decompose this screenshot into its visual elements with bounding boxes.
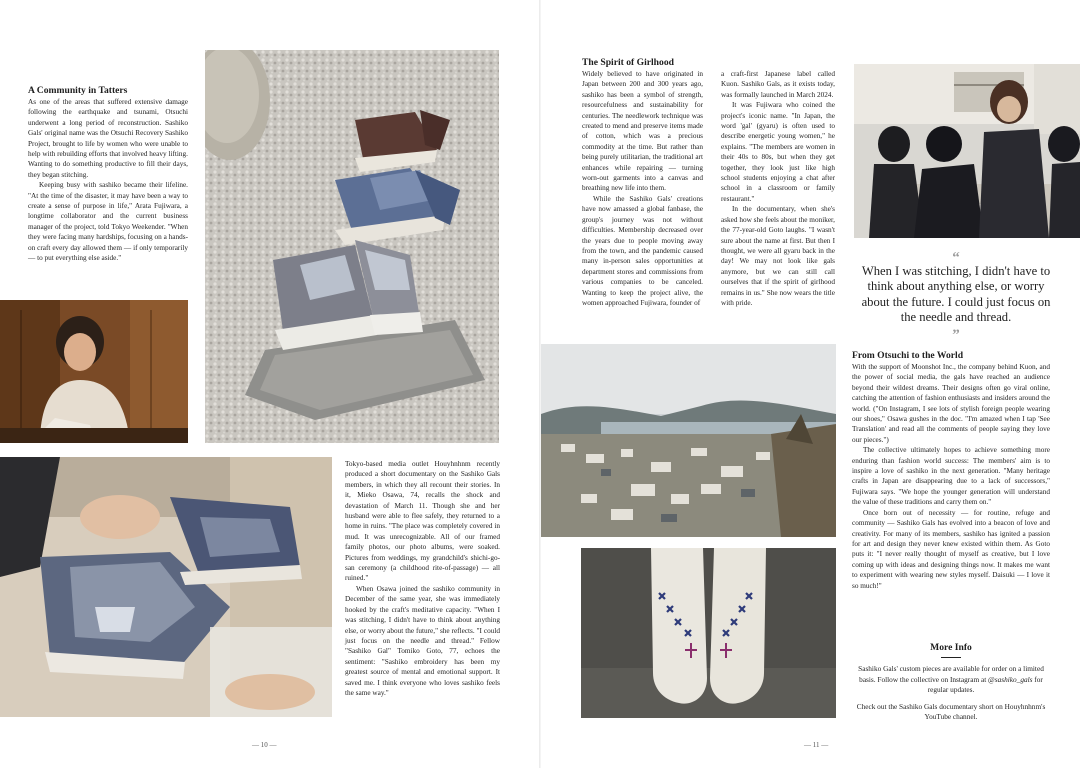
section-documentary <box>345 459 500 698</box>
more-info-follow <box>852 664 1050 696</box>
otsuchi-paragraph: With the support of Moonshot Inc., the company behind Kuon, and the power of social media, the gals have reached an audience beyond their wildest dreams. Their designs often go viral online, catching the attention of fashion enthusiasts and insiders around the world. ("On Instagram, I see lots of stylish foreign people wearing our shoes," Osawa gushes in the doc. "I'm amazed when I tap 'See Translation' and read all the comments of people saying they love our pieces.") <box>852 363 1050 444</box>
otsuchi-heading: From Otsuchi to the World <box>852 350 964 361</box>
stitching-hands-photo <box>0 457 332 717</box>
more-info-divider <box>941 657 961 658</box>
woman-portrait-photo <box>0 300 188 443</box>
open-quote-mark: “ <box>952 250 960 266</box>
otsuchi-town-photo <box>541 344 836 537</box>
section-community <box>28 85 188 264</box>
community-heading: A Community in Tatters <box>28 85 128 96</box>
girlhood-heading: The Spirit of Girlhood <box>582 57 674 68</box>
more-info-line1: Sashiko Gals' custom pieces are available for order on a limited basis. Follow the collective on Instagram at @ <box>858 664 1044 684</box>
girlhood-paragraph: In the documentary, when she's asked how she feels about the moniker, the 77-year-old Goto laughs. "I wasn't sure about the name at first. But then I thought, we were all gyaru back in the day! We may not look like gals anymore, but we can still call ourselves that if the spirit of girlhood remains in us." She now wears the title with pride. <box>721 205 835 307</box>
girlhood-body-col1 <box>582 69 703 308</box>
community-body <box>28 97 188 264</box>
right-page-number: — 11 — <box>804 741 829 749</box>
girlhood-body-col2 <box>721 69 835 308</box>
sneakers-on-stones-photo <box>205 50 499 443</box>
otsuchi-paragraph: Once born out of necessity — for routine, refuge and community — Sashiko Gals has evolved into a beacon of love and creativity. For many of its members, sashiko has ignited a passion for art and design they never knew existed within them. As Goto puts it: "I never really thought of myself as creative, but I love coming up with ideas and designing things now. It makes me want to experiment with wearing new styles myself. Daisuki — I love it so much!" <box>852 508 1050 590</box>
section-girlhood-col1 <box>582 57 703 308</box>
more-info-documentary: Check out the Sashiko Gals documentary short on Houyhnhnm's YouTube channel. <box>856 701 1046 722</box>
community-paragraph: Keeping busy with sashiko became their lifeline. "At the time of the disaster, it may have been a way to create a sense of purpose in life," Arata Fujiwara, a longtime collaborator and the current business manager of the project, told Tokyo Weekender. "When they were facing many hardships, focusing on a hands-on craft every day allowed them — if only temporarily — to put everything else aside." <box>28 181 188 263</box>
section-otsuchi-world <box>852 350 1050 591</box>
more-info-box <box>852 642 1050 723</box>
sashiko-tabi-photo <box>581 548 836 718</box>
classroom-stitching-photo <box>854 64 1080 238</box>
girlhood-paragraph: a craft-first Japanese label called Kuon. Sashiko Gals, as it exists today, was formally launched in March 2024. <box>721 70 835 99</box>
left-page-number: — 10 — <box>252 741 277 749</box>
documentary-body <box>345 459 500 698</box>
instagram-handle-link[interactable]: sashiko_gals <box>994 674 1033 684</box>
more-info-heading: More Info <box>930 642 972 653</box>
section-girlhood-col2 <box>721 69 835 308</box>
pull-quote <box>856 250 1056 344</box>
documentary-paragraph: When Osawa joined the sashiko community in December of the same year, she was immediately hooked by the craft's meditative capacity. "When I was stitching, I didn't have to think about anything else, or worry about the future," she reflects. "I could just focus on the needle and thread." Fellow "Sashiko Gal" Tomiko Goto, 77, echoes the sentiment: "Sashiko embroidery has been my greatest source of mental and emotional support. It saved me. I think everyone who loves sashiko feels the same way." <box>345 584 500 697</box>
girlhood-paragraph: It was Fujiwara who coined the project's iconic name. "In Japan, the word 'gal' (gyaru) is often used to describe energetic young women," he explains. "The members are women in their 40s to 80s, but when they get together, they look just like high school students enjoying a chat after school in a classroom or family restaurant." <box>721 101 835 203</box>
girlhood-paragraph: While the Sashiko Gals' creations have now amassed a global fanbase, the group's journey was not without difficulties. Membership decreased over the years due to people moving away from the town, and the pandemic caused many in-person sales opportunities at department stores and commissions from various companies to be canceled. Wanting to keep the project alive, the women approached Fujiwara, founder of <box>582 194 703 307</box>
pull-quote-text: When I was stitching, I didn't have to think about anything else, or worry about the future. I could just focus on the needle and thread. <box>861 264 1051 324</box>
more-info-line1-end: for regular updates. <box>927 674 1043 695</box>
documentary-paragraph: Tokyo-based media outlet Houyhnhnm recently produced a short documentary on the Sashiko Gals members, in which they all recount their stories. In it, Mieko Osawa, 74, recalls the shock and devastation of March 11. Though she and her husband were able to flee safely, they returned to a home in ruins. "The place was completely covered in mud. It was unrecognizable. All of our framed family photos, our photo albums, were soaked. Pictures from weddings, my grandchild's shichi-go-san ceremony (a childhood rite-of-passage) — all ruined." <box>345 460 500 583</box>
community-paragraph: As one of the areas that suffered extensive damage following the earthquake and tsunami, Otsuchi underwent a long period of reconstruction. Sashiko Gals' original name was the Otsuchi Recovery Sashiko Project, brought to life by women who were unable to help with rebuilding efforts that involved heavy lifting. Wanting to do something productive to fill their days, they began stitching. <box>28 98 188 179</box>
otsuchi-paragraph: The collective ultimately hopes to achieve something more enduring than fashion world success: The members' aim is to inspire a love of sashiko in the next generation. "Many heritage crafts in Japan are disappearing due to a lack of successors," Fujiwara says. "We hope the younger generation will understand the value of these traditions and carry them on." <box>852 446 1050 507</box>
otsuchi-body <box>852 362 1050 591</box>
girlhood-paragraph: Widely believed to have originated in Japan between 200 and 300 years ago, sashiko has been a symbol of strength, resourcefulness and sustainability for centuries. The needlework technique was created to mend and preserve items made of cotton, which was a precious commodity at the time. But rather than being purely utilitarian, the traditional art enhances while repairing — turning worn-out garments into a canvas and breathing new life into them. <box>582 70 703 193</box>
close-quote-mark: ” <box>952 327 960 344</box>
